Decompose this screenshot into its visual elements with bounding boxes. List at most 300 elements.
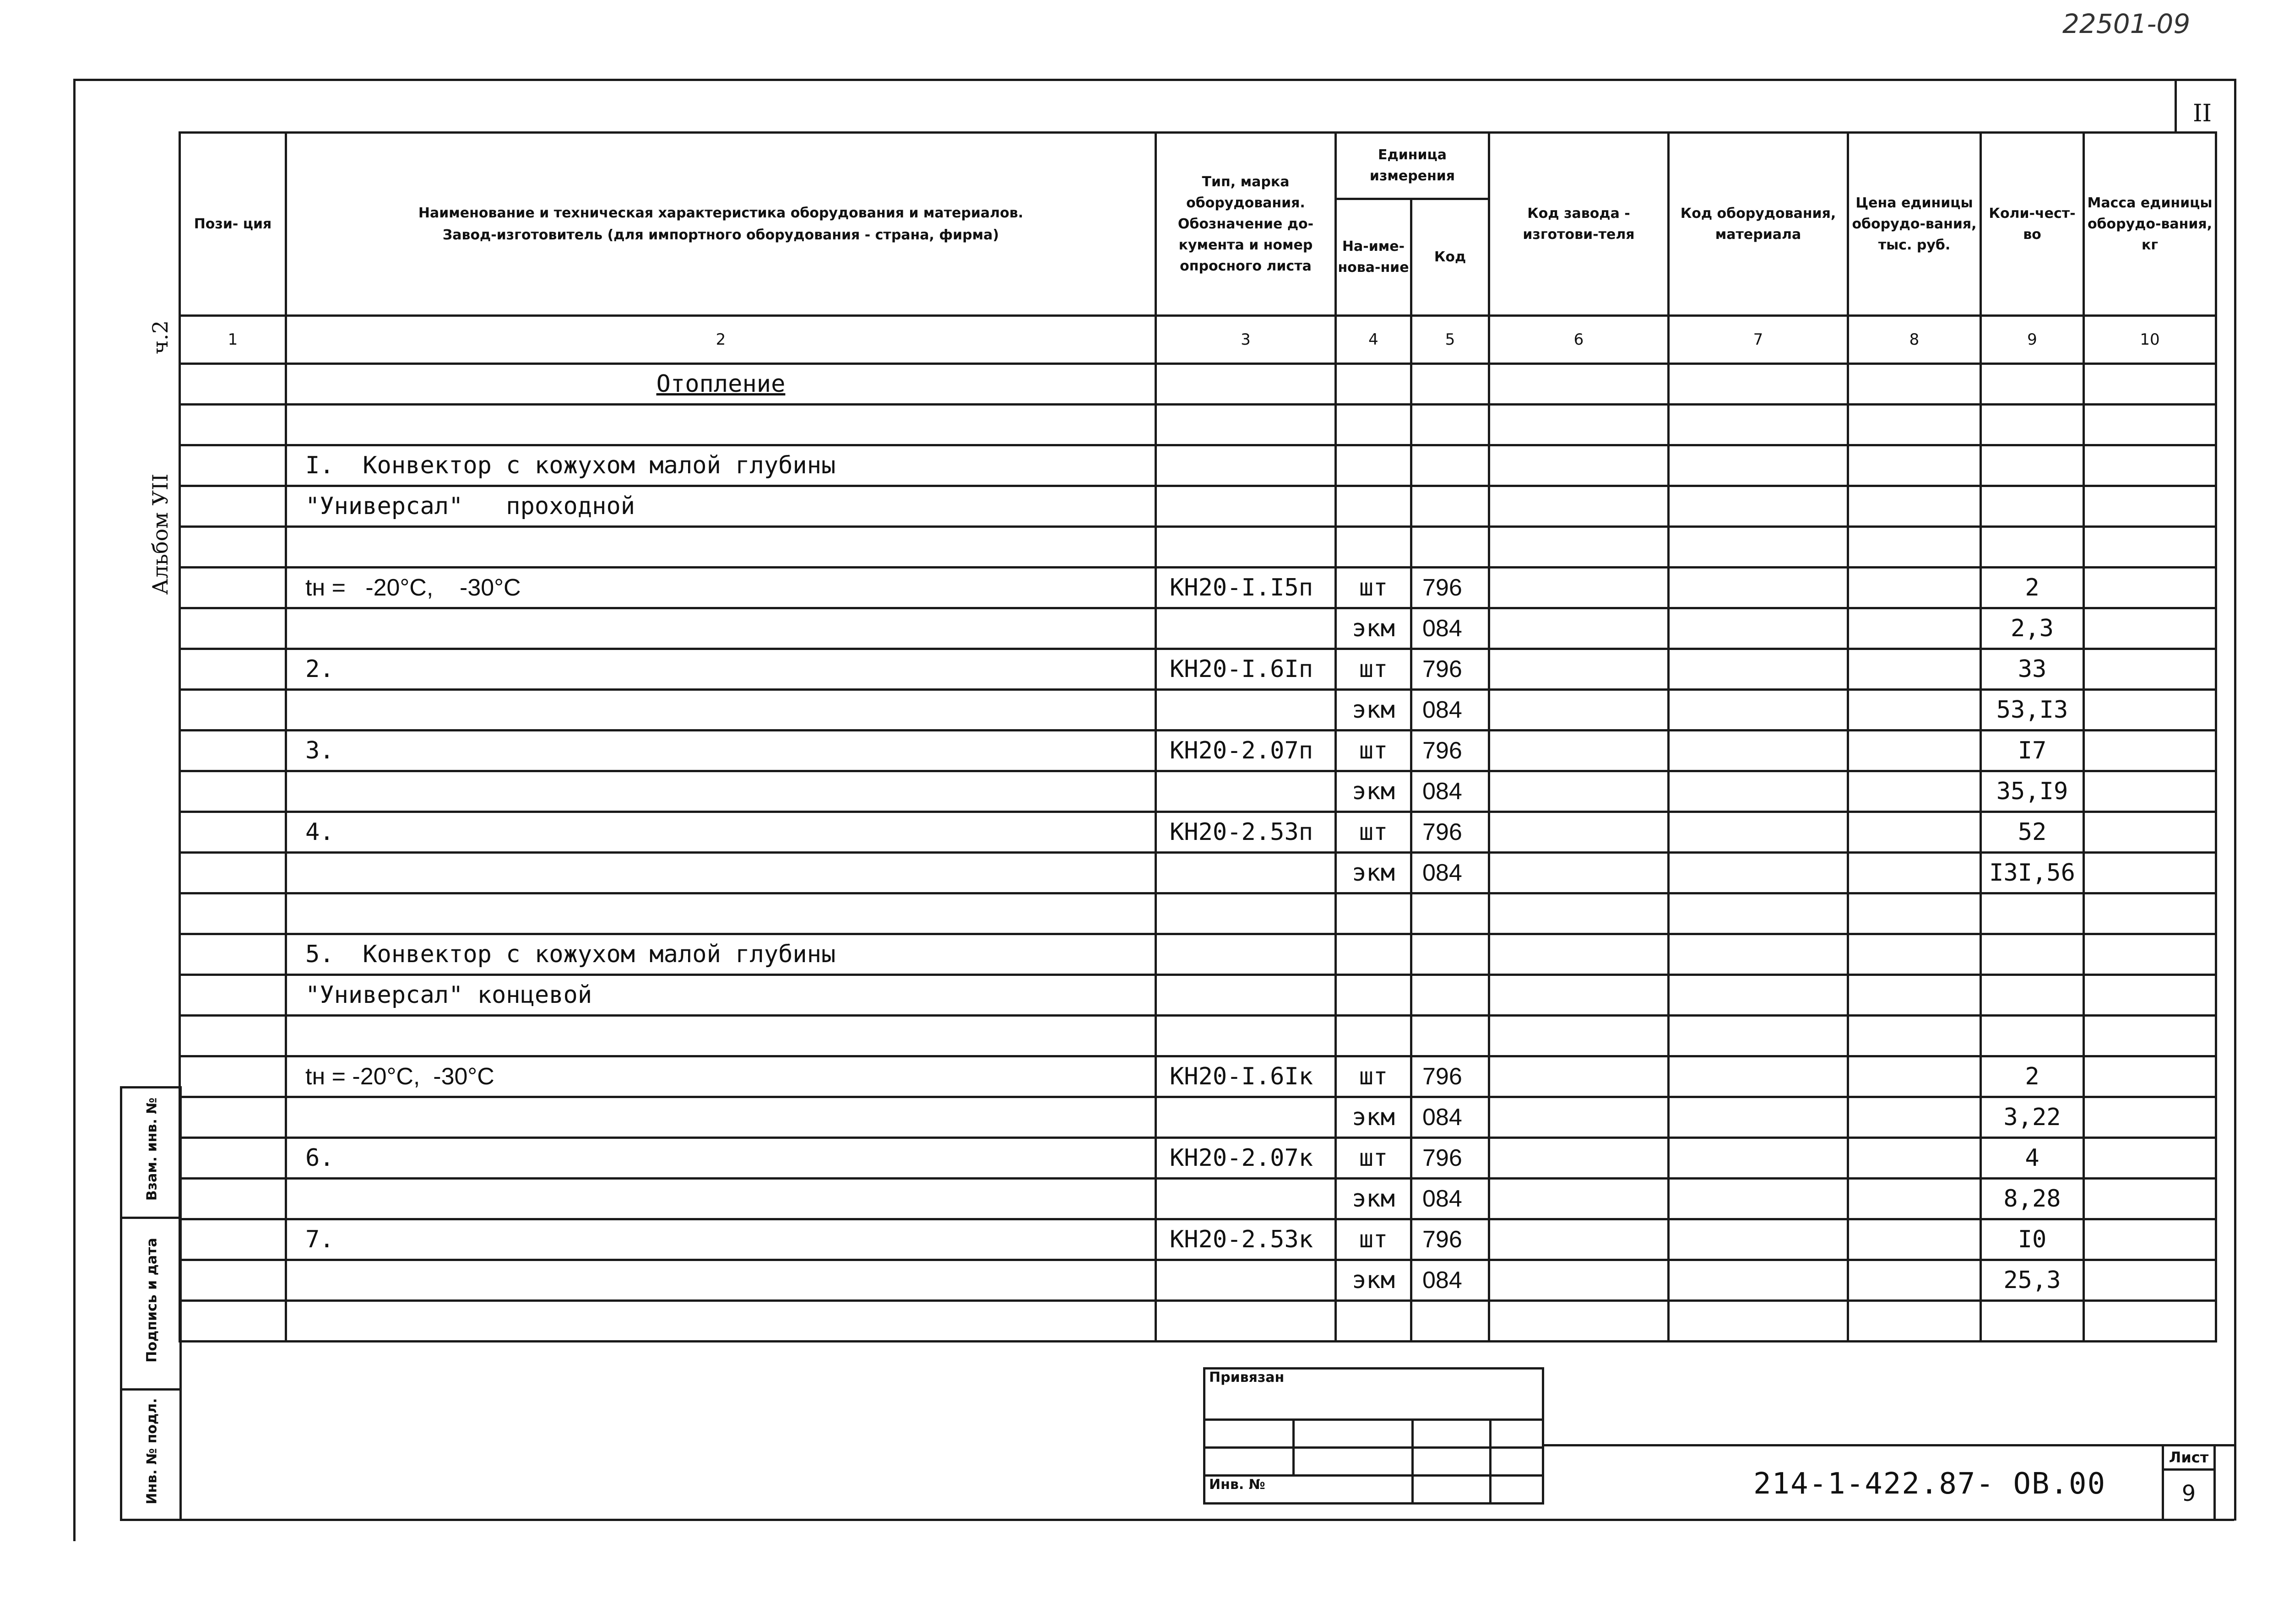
- empty-cell: [180, 975, 286, 1016]
- item-unit: шт: [1336, 649, 1411, 690]
- stamp-label-original-inv: Инв. № подл.: [144, 1398, 160, 1505]
- item-type: [1156, 771, 1336, 812]
- item-unit-code: 084: [1411, 608, 1489, 649]
- empty-cell: [2084, 649, 2216, 690]
- empty-cell: [2084, 1179, 2216, 1219]
- empty-cell: [2084, 690, 2216, 731]
- header-mass: Масса единицы оборудо-вания, кг: [2084, 133, 2216, 316]
- item-unit: [1336, 975, 1411, 1016]
- empty-cell: [1669, 812, 1848, 853]
- empty-cell: [180, 771, 286, 812]
- empty-cell: [1489, 1260, 1669, 1301]
- column-number: 2: [286, 316, 1156, 364]
- empty-cell: [180, 608, 286, 649]
- header-equipment-code: Код оборудования, материала: [1669, 133, 1848, 316]
- empty-cell: [2084, 893, 2216, 934]
- item-name: [286, 771, 1156, 812]
- item-name: [286, 1097, 1156, 1138]
- item-type: [1156, 1179, 1336, 1219]
- empty-cell: [180, 731, 286, 771]
- stamp-strip-signature: [120, 1217, 182, 1391]
- empty-cell: [1489, 1056, 1669, 1097]
- header-name: Наименование и техническая характеристика оборудования и материалов. Завод-изготовитель (для импортного оборудования - страна, фирма): [286, 133, 1156, 316]
- empty-cell: [1848, 1138, 1981, 1179]
- table-row: [180, 568, 2216, 608]
- item-type: КН20-2.53к: [1156, 1219, 1336, 1260]
- table-row: [180, 486, 2216, 527]
- empty-cell: [2084, 812, 2216, 853]
- item-unit: [1336, 527, 1411, 568]
- item-unit: экм: [1336, 690, 1411, 731]
- empty-cell: [1848, 608, 1981, 649]
- empty-cell: [1669, 608, 1848, 649]
- empty-cell: [1848, 731, 1981, 771]
- item-quantity: 8,28: [1981, 1179, 2084, 1219]
- header-price: Цена единицы оборудо-вания, тыс. руб.: [1848, 133, 1981, 316]
- inv-label: Инв. №: [1204, 1476, 1413, 1504]
- sheet-label: Лист: [2164, 1446, 2213, 1471]
- item-name: 4.: [286, 812, 1156, 853]
- empty-cell: [1489, 1179, 1669, 1219]
- header-factory-code: Код завода - изготови-теля: [1489, 133, 1669, 316]
- empty-cell: [1669, 934, 1848, 975]
- column-number: 4: [1336, 316, 1411, 364]
- empty-cell: [1669, 1016, 1848, 1056]
- item-quantity: 4: [1981, 1138, 2084, 1179]
- item-unit: экм: [1336, 1179, 1411, 1219]
- item-type: КН20-2.53п: [1156, 812, 1336, 853]
- empty-cell: [2084, 1301, 2216, 1342]
- empty-cell: [1489, 649, 1669, 690]
- item-name: [286, 405, 1156, 445]
- album-label: Альбом УII: [148, 473, 173, 595]
- item-type: КН20-I.6Iп: [1156, 649, 1336, 690]
- empty-cell: [2084, 1138, 2216, 1179]
- item-quantity: 3,22: [1981, 1097, 2084, 1138]
- item-quantity: [1981, 975, 2084, 1016]
- table-row: [180, 1219, 2216, 1260]
- table-row: [180, 1138, 2216, 1179]
- column-number: 5: [1411, 316, 1489, 364]
- empty-cell: [1489, 1138, 1669, 1179]
- item-unit-code: 084: [1411, 690, 1489, 731]
- item-unit-code: 796: [1411, 1219, 1489, 1260]
- table-row: [180, 975, 2216, 1016]
- table-row: [180, 853, 2216, 893]
- table-row: [180, 445, 2216, 486]
- item-unit: [1336, 445, 1411, 486]
- column-number: 9: [1981, 316, 2084, 364]
- empty-cell: [180, 568, 286, 608]
- empty-cell: [1669, 690, 1848, 731]
- item-name: 2.: [286, 649, 1156, 690]
- empty-cell: [2084, 486, 2216, 527]
- header-type: Тип, марка оборудования. Обозначение до-кумента и номер опросного листа: [1156, 133, 1336, 316]
- item-quantity: [1981, 1016, 2084, 1056]
- empty-cell: [1848, 893, 1981, 934]
- empty-cell: [1848, 690, 1981, 731]
- item-unit-code: 084: [1411, 1260, 1489, 1301]
- item-name: "Универсал" концевой: [286, 975, 1156, 1016]
- header-unit-code: Код: [1411, 199, 1489, 316]
- empty-cell: [180, 1016, 286, 1056]
- empty-cell: [2084, 1260, 2216, 1301]
- item-quantity: [1981, 1301, 2084, 1342]
- empty-cell: [2084, 934, 2216, 975]
- item-unit: [1336, 405, 1411, 445]
- item-quantity: 35,I9: [1981, 771, 2084, 812]
- empty-cell: [180, 1179, 286, 1219]
- empty-cell: [1669, 1179, 1848, 1219]
- item-type: [1156, 853, 1336, 893]
- empty-cell: [180, 812, 286, 853]
- item-name: [286, 690, 1156, 731]
- table-row: [180, 405, 2216, 445]
- header-unit-group: Единица измерения: [1336, 133, 1489, 199]
- empty-cell: [1669, 893, 1848, 934]
- item-unit: [1336, 1301, 1411, 1342]
- item-name: tн = -20°С, -30°С: [286, 1056, 1156, 1097]
- stamp-strip-original-inv: [120, 1388, 182, 1521]
- empty-cell: [180, 1056, 286, 1097]
- item-name: [286, 1016, 1156, 1056]
- item-quantity: 53,I3: [1981, 690, 2084, 731]
- table-row: [180, 1179, 2216, 1219]
- item-name: 7.: [286, 1219, 1156, 1260]
- table-row: [180, 1260, 2216, 1301]
- item-quantity: 52: [1981, 812, 2084, 853]
- title-block-top-line: [1542, 1444, 2234, 1446]
- item-unit: шт: [1336, 568, 1411, 608]
- empty-cell: [2084, 1097, 2216, 1138]
- item-unit-code: [1411, 934, 1489, 975]
- item-name: 3.: [286, 731, 1156, 771]
- table-row: [180, 690, 2216, 731]
- sheet-mark-box-left: [2175, 79, 2177, 131]
- empty-cell: [1669, 771, 1848, 812]
- item-unit-code: 084: [1411, 771, 1489, 812]
- empty-cell: [1848, 445, 1981, 486]
- header-row: [180, 133, 2216, 199]
- empty-cell: [1669, 731, 1848, 771]
- empty-cell: [1848, 1179, 1981, 1219]
- item-type: КН20-2.07п: [1156, 731, 1336, 771]
- empty-cell: [1489, 1097, 1669, 1138]
- item-type: [1156, 1016, 1336, 1056]
- table-row: [180, 527, 2216, 568]
- item-quantity: [1981, 405, 2084, 445]
- frame-bottom-line: [179, 1519, 2234, 1521]
- empty-cell: [1848, 1016, 1981, 1056]
- empty-cell: [1489, 853, 1669, 893]
- empty-cell: [2084, 1016, 2216, 1056]
- item-quantity: 2: [1981, 568, 2084, 608]
- item-quantity: 2,3: [1981, 608, 2084, 649]
- frame-right-line: [2234, 79, 2236, 1521]
- empty-cell: [1848, 771, 1981, 812]
- item-unit: экм: [1336, 1260, 1411, 1301]
- part-label: ч.2: [148, 320, 173, 355]
- empty-cell: [1669, 853, 1848, 893]
- item-unit-code: 796: [1411, 649, 1489, 690]
- empty-cell: [1848, 527, 1981, 568]
- empty-cell: [180, 527, 286, 568]
- column-number: 8: [1848, 316, 1981, 364]
- column-number: 3: [1156, 316, 1336, 364]
- item-quantity: [1981, 527, 2084, 568]
- item-unit: шт: [1336, 812, 1411, 853]
- empty-cell: [1669, 486, 1848, 527]
- empty-cell: [1848, 975, 1981, 1016]
- empty-cell: [180, 1097, 286, 1138]
- empty-cell: [1669, 568, 1848, 608]
- column-number: 1: [180, 316, 286, 364]
- empty-cell: [1848, 405, 1981, 445]
- sheet-mark: II: [2193, 100, 2212, 127]
- stamp-label-signature: Подпись и дата: [144, 1238, 160, 1363]
- section-title: Отопление: [656, 370, 786, 398]
- empty-cell: [1669, 1056, 1848, 1097]
- empty-cell: [180, 690, 286, 731]
- item-unit: экм: [1336, 608, 1411, 649]
- empty-cell: [1669, 1301, 1848, 1342]
- empty-cell: [2084, 1219, 2216, 1260]
- table-row: [180, 731, 2216, 771]
- item-unit-code: [1411, 893, 1489, 934]
- item-type: [1156, 486, 1336, 527]
- empty-cell: [1848, 1301, 1981, 1342]
- item-unit: [1336, 893, 1411, 934]
- header-quantity: Коли-чест-во: [1981, 133, 2084, 316]
- empty-cell: [2084, 731, 2216, 771]
- empty-cell: [180, 1219, 286, 1260]
- empty-cell: [2084, 853, 2216, 893]
- empty-cell: [1669, 1260, 1848, 1301]
- item-quantity: 33: [1981, 649, 2084, 690]
- item-name: tн = -20°С, -30°С: [286, 568, 1156, 608]
- item-unit-code: 084: [1411, 853, 1489, 893]
- empty-cell: [1848, 1260, 1981, 1301]
- empty-cell: [1848, 1219, 1981, 1260]
- item-name: [286, 527, 1156, 568]
- item-quantity: I0: [1981, 1219, 2084, 1260]
- empty-cell: [1848, 486, 1981, 527]
- item-name: 6.: [286, 1138, 1156, 1179]
- item-quantity: I7: [1981, 731, 2084, 771]
- item-quantity: [1981, 445, 2084, 486]
- empty-cell: [2084, 608, 2216, 649]
- item-quantity: 2: [1981, 1056, 2084, 1097]
- item-type: [1156, 527, 1336, 568]
- empty-cell: [1669, 1138, 1848, 1179]
- item-name: [286, 1260, 1156, 1301]
- item-type: [1156, 1301, 1336, 1342]
- item-unit-code: [1411, 975, 1489, 1016]
- empty-cell: [2084, 445, 2216, 486]
- empty-cell: [2084, 527, 2216, 568]
- item-type: [1156, 608, 1336, 649]
- item-unit: экм: [1336, 771, 1411, 812]
- empty-cell: [1848, 649, 1981, 690]
- item-unit: шт: [1336, 1219, 1411, 1260]
- item-type: КН20-I.I5п: [1156, 568, 1336, 608]
- bound-label: Привязан: [1204, 1369, 1543, 1420]
- item-unit: [1336, 934, 1411, 975]
- empty-cell: [180, 1301, 286, 1342]
- sheet-number: 9: [2181, 1481, 2196, 1506]
- item-unit-code: 796: [1411, 1138, 1489, 1179]
- empty-cell: [1489, 690, 1669, 731]
- item-quantity: I3I,56: [1981, 853, 2084, 893]
- empty-cell: [180, 893, 286, 934]
- empty-cell: [1489, 1301, 1669, 1342]
- item-quantity: [1981, 893, 2084, 934]
- empty-cell: [2084, 975, 2216, 1016]
- header-unit-name: На-име-нова-ние: [1336, 199, 1411, 316]
- empty-cell: [1848, 1056, 1981, 1097]
- item-type: [1156, 934, 1336, 975]
- item-type: [1156, 975, 1336, 1016]
- column-number: 7: [1669, 316, 1848, 364]
- empty-cell: [2084, 405, 2216, 445]
- empty-cell: [1489, 975, 1669, 1016]
- sheet-number-box: [2162, 1444, 2216, 1521]
- item-type: [1156, 445, 1336, 486]
- empty-cell: [2084, 1056, 2216, 1097]
- table-row: [180, 934, 2216, 975]
- item-unit-code: 796: [1411, 812, 1489, 853]
- empty-cell: [1669, 445, 1848, 486]
- item-name: [286, 608, 1156, 649]
- frame-left-line: [73, 79, 76, 1541]
- item-type: [1156, 690, 1336, 731]
- empty-cell: [1489, 568, 1669, 608]
- empty-cell: [1489, 405, 1669, 445]
- column-number-row: [180, 316, 2216, 364]
- empty-cell: [1848, 853, 1981, 893]
- item-unit: [1336, 1016, 1411, 1056]
- item-quantity: [1981, 486, 2084, 527]
- empty-cell: [2084, 568, 2216, 608]
- document-designation: 214-1-422.87- ОВ.00: [1753, 1467, 2106, 1501]
- item-name: [286, 893, 1156, 934]
- item-quantity: [1981, 934, 2084, 975]
- table-row: [180, 1097, 2216, 1138]
- empty-cell: [1489, 486, 1669, 527]
- empty-cell: [2084, 771, 2216, 812]
- empty-cell: [1669, 405, 1848, 445]
- empty-cell: [1489, 934, 1669, 975]
- empty-cell: [180, 486, 286, 527]
- section-title-row: [180, 364, 2216, 405]
- item-name: I. Конвектор с кожухом малой глубины: [286, 445, 1156, 486]
- empty-cell: [1669, 527, 1848, 568]
- table-row: [180, 771, 2216, 812]
- empty-cell: [180, 1260, 286, 1301]
- item-type: [1156, 1260, 1336, 1301]
- column-number: 6: [1489, 316, 1669, 364]
- empty-cell: [180, 649, 286, 690]
- item-name: [286, 853, 1156, 893]
- empty-cell: [1489, 608, 1669, 649]
- item-unit: шт: [1336, 1138, 1411, 1179]
- item-unit-code: 084: [1411, 1097, 1489, 1138]
- empty-cell: [1848, 1097, 1981, 1138]
- item-quantity: 25,3: [1981, 1260, 2084, 1301]
- empty-cell: [180, 934, 286, 975]
- empty-cell: [1489, 1219, 1669, 1260]
- item-unit: [1336, 486, 1411, 527]
- empty-cell: [180, 445, 286, 486]
- empty-cell: [1669, 1097, 1848, 1138]
- item-unit-code: 796: [1411, 731, 1489, 771]
- item-unit: шт: [1336, 1056, 1411, 1097]
- item-unit-code: [1411, 527, 1489, 568]
- empty-cell: [1489, 771, 1669, 812]
- table-row: [180, 812, 2216, 853]
- item-type: [1156, 1097, 1336, 1138]
- item-unit-code: 796: [1411, 1056, 1489, 1097]
- empty-cell: [180, 1138, 286, 1179]
- binding-stamp: [1203, 1367, 1544, 1505]
- item-name: [286, 1301, 1156, 1342]
- empty-cell: [1489, 445, 1669, 486]
- empty-cell: [1848, 812, 1981, 853]
- item-unit: шт: [1336, 731, 1411, 771]
- table-row: [180, 893, 2216, 934]
- table-row: [180, 1301, 2216, 1342]
- header-position: Пози- ция: [180, 133, 286, 316]
- empty-cell: [1489, 731, 1669, 771]
- item-name: [286, 1179, 1156, 1219]
- item-unit-code: [1411, 1016, 1489, 1056]
- item-name: "Универсал" проходной: [286, 486, 1156, 527]
- empty-cell: [1669, 975, 1848, 1016]
- item-name: 5. Конвектор с кожухом малой глубины: [286, 934, 1156, 975]
- stamp-label-replaced-inv: Взам. инв. №: [144, 1097, 160, 1201]
- item-unit-code: [1411, 405, 1489, 445]
- archive-number: 22501-09: [2062, 8, 2191, 39]
- empty-cell: [1848, 934, 1981, 975]
- item-type: [1156, 893, 1336, 934]
- table-row: [180, 649, 2216, 690]
- item-unit-code: [1411, 445, 1489, 486]
- table-row: [180, 608, 2216, 649]
- item-type: КН20-I.6Iк: [1156, 1056, 1336, 1097]
- item-unit-code: [1411, 486, 1489, 527]
- specification-table: [179, 131, 2217, 1343]
- item-type: [1156, 405, 1336, 445]
- empty-cell: [180, 853, 286, 893]
- empty-cell: [1489, 893, 1669, 934]
- empty-cell: [1489, 1016, 1669, 1056]
- item-unit: экм: [1336, 1097, 1411, 1138]
- item-type: КН20-2.07к: [1156, 1138, 1336, 1179]
- empty-cell: [1489, 527, 1669, 568]
- table-row: [180, 1056, 2216, 1097]
- item-unit-code: 796: [1411, 568, 1489, 608]
- empty-cell: [180, 405, 286, 445]
- empty-cell: [1669, 1219, 1848, 1260]
- frame-top-line: [73, 79, 2234, 81]
- item-unit-code: 084: [1411, 1179, 1489, 1219]
- empty-cell: [1669, 649, 1848, 690]
- item-unit-code: [1411, 1301, 1489, 1342]
- empty-cell: [1489, 812, 1669, 853]
- empty-cell: [1848, 568, 1981, 608]
- table-row: [180, 1016, 2216, 1056]
- column-number: 10: [2084, 316, 2216, 364]
